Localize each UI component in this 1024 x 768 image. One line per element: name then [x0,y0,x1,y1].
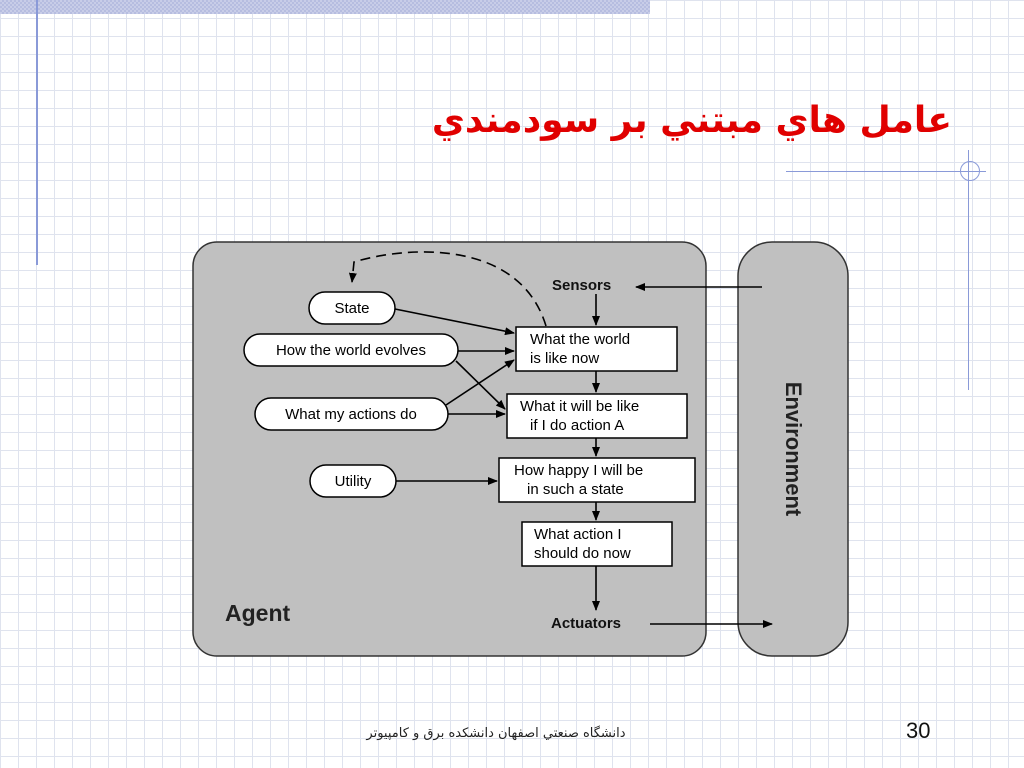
what-actions-do-label: What my actions do [285,406,417,423]
agent-panel [193,242,706,656]
utility-oval-label: Utility [334,473,372,490]
page-number: 30 [906,718,931,743]
world-now-line-1: What the world [530,331,631,348]
slide-title: عامل هاي مبتني بر سودمندي [431,100,952,141]
how-happy-line-2: in such a state [527,481,624,498]
what-action-line-2: should do now [534,545,631,562]
what-action-line-1: What action I [534,526,622,543]
how-world-evolves-label: How the world evolves [275,342,427,359]
if-action-line-2: if I do action A [530,417,625,434]
environment-label: Environment [781,381,806,517]
if-action-line-1: What it will be like [520,398,640,415]
world-now-line-2: is like now [530,350,600,367]
state-oval-label: State [334,300,370,317]
how-happy-line-1: How happy I will be [514,462,644,479]
footer-text: دانشگاه صنعتي اصفهان دانشكده برق و كامپيوتر [366,726,626,741]
agent-label: Agent [225,600,291,626]
actuators-label: Actuators [551,615,622,632]
sensors-label: Sensors [552,277,612,294]
